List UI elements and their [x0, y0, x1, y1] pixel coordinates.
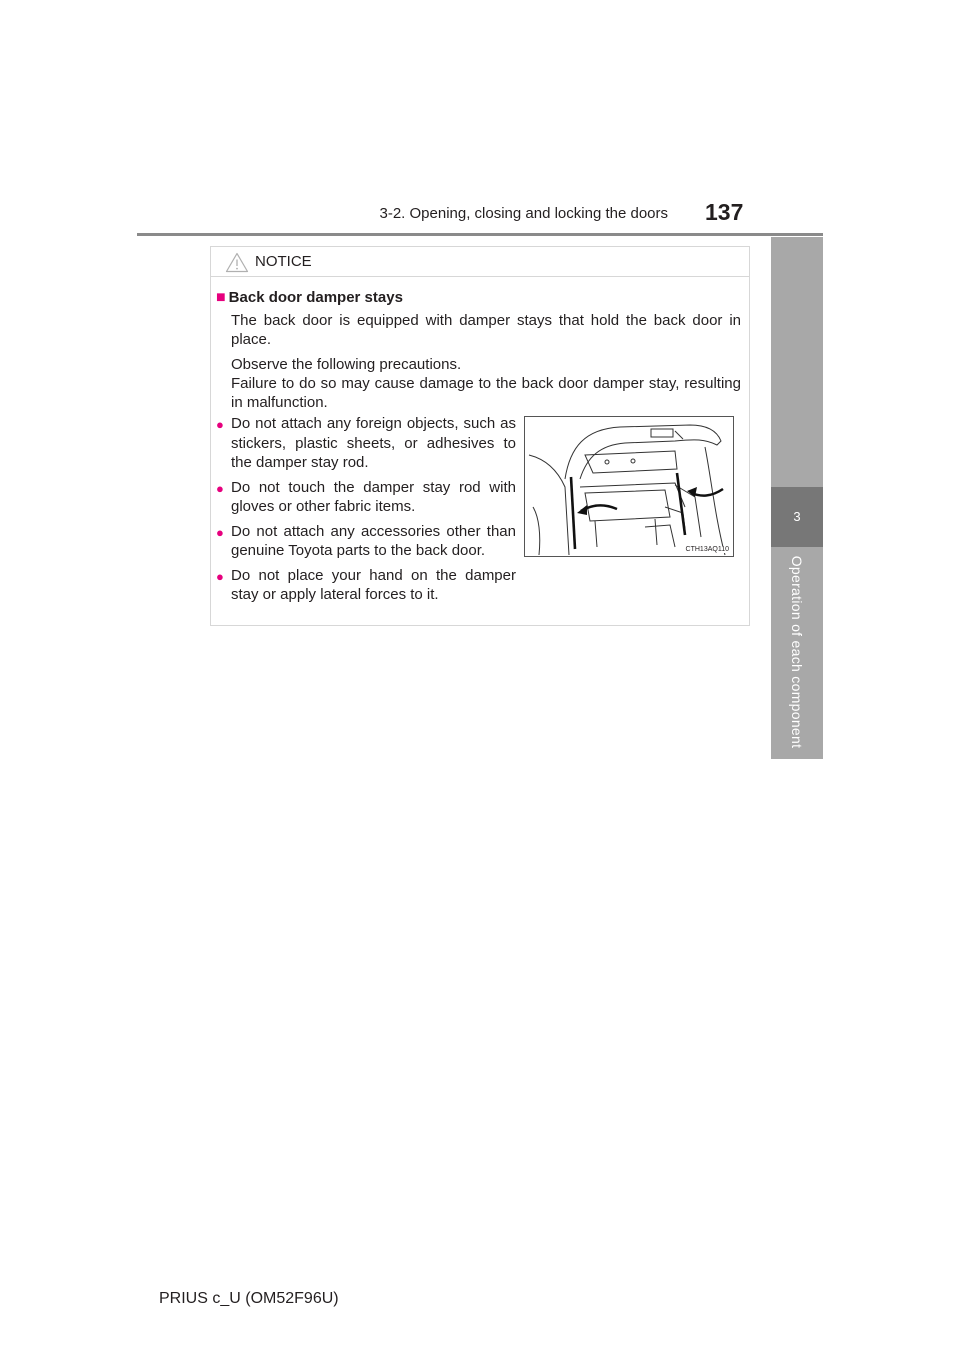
bullet-dot-icon: ● [216, 417, 224, 432]
notice-paragraph: Observe the following precautions. [231, 356, 462, 373]
square-bullet-icon: ■ [216, 289, 226, 306]
header-section-title: 3-2. Opening, closing and locking the doors [379, 205, 668, 222]
list-item-text: Do not attach any accessories other than genuine Toyota parts to the back door. [231, 522, 516, 559]
list-item [216, 478, 516, 517]
footer-model: PRIUS c_U (OM52F96U) [159, 1290, 339, 1307]
precaution-list [216, 414, 516, 610]
list-item-text: Do not place your hand on the damper stay or apply lateral forces to it. [231, 566, 516, 603]
side-tab-chapter-title: Operation of each component [789, 555, 805, 749]
notice-box [210, 246, 750, 626]
list-item [216, 566, 516, 605]
header-rule [137, 233, 823, 236]
notice-section-title-text: Back door damper stays [228, 289, 403, 306]
bullet-dot-icon: ● [216, 568, 224, 584]
back-door-damper-illustration [524, 416, 734, 557]
page-number: 137 [705, 199, 744, 225]
notice-section-title [216, 289, 403, 307]
list-item-text: Do not touch the damper stay rod with gloves or other fabric items. [231, 478, 516, 515]
side-tab-chapter-number: 3 [771, 487, 823, 547]
list-item [216, 522, 516, 561]
bullet-dot-icon: ● [216, 524, 224, 540]
notice-label: NOTICE [255, 253, 312, 270]
warning-triangle-icon [225, 252, 249, 273]
notice-paragraph: The back door is equipped with damper stays that hold the back door in place. [231, 312, 741, 348]
notice-paragraph: Failure to do so may cause damage to the back door damper stay, resulting in malfunction. [231, 375, 741, 411]
bullet-dot-icon: ● [216, 480, 224, 496]
back-door-drawing [525, 417, 733, 556]
illustration-code: CTH13AQ110 [685, 546, 729, 553]
list-item-text: Do not attach any foreign objects, such as stickers, plastic sheets, or adhesives to the damper stay rod. [231, 415, 516, 471]
notice-header [211, 247, 749, 277]
list-item [216, 414, 516, 473]
